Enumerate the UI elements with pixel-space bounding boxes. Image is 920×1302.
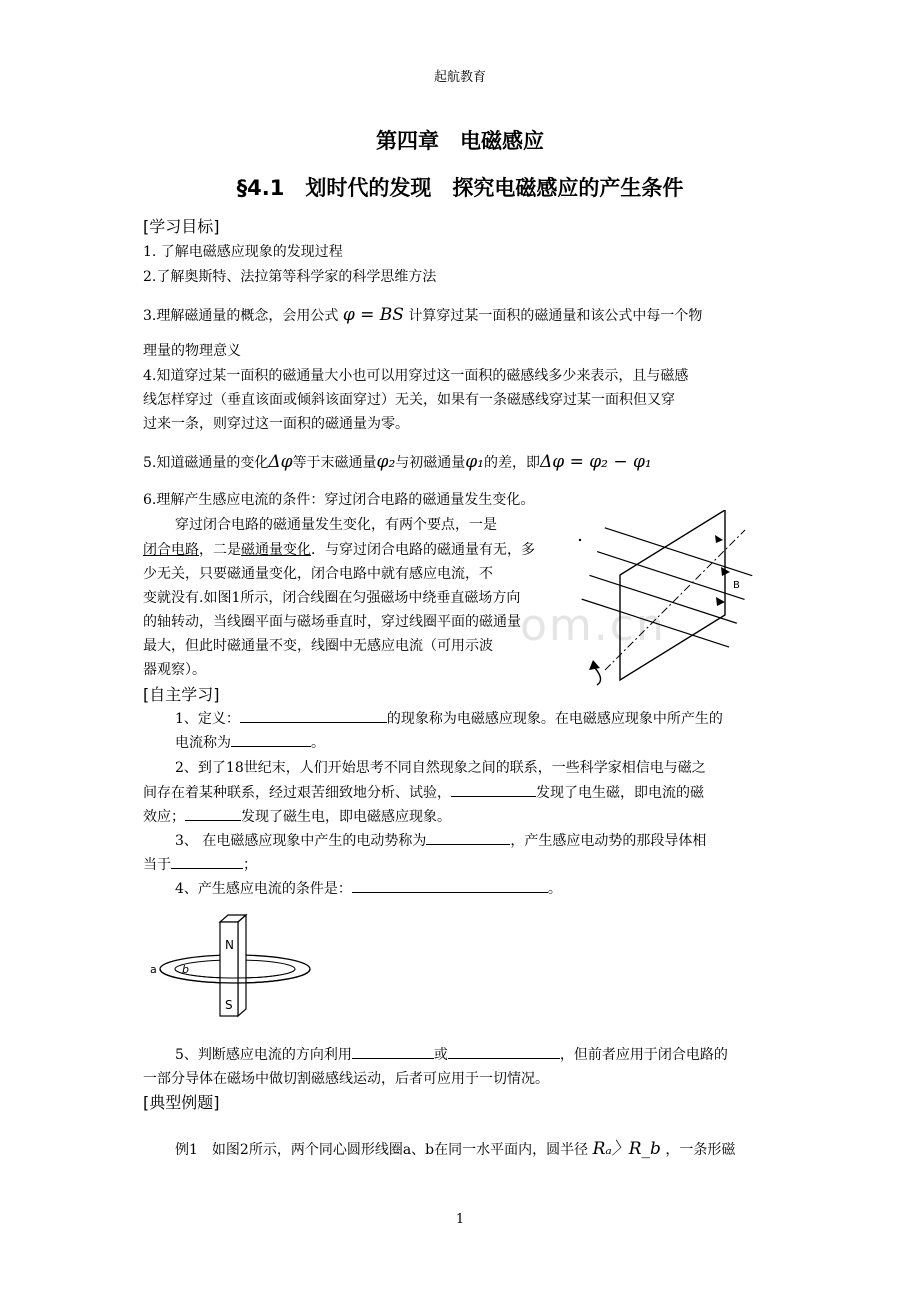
page-header: 起航教育 xyxy=(433,70,486,85)
objective-3 xyxy=(143,305,702,325)
explain-line-4: 变就没有.如图1所示，闭合线圈在匀强磁场中绕垂直磁场方向 xyxy=(143,590,521,606)
objective-3-text-b: 计算穿过某一面积的磁通量和该公式中每一个物 xyxy=(408,308,703,324)
section-title: §4.1 划时代的发现 探究电磁感应的产生条件 xyxy=(236,176,684,200)
question-2-line-3: 效应； 发现了磁生电，即电磁感应现象。 xyxy=(143,806,451,826)
formula-phi-bs: φ = BS xyxy=(342,305,404,325)
objective-3-cont: 理量的物理意义 xyxy=(143,343,241,359)
objective-4-line-1: 4.知道穿过某一面积的磁通量大小也可以用穿过这一面积的磁感线多少来表示，且与磁感 xyxy=(143,368,689,384)
question-1: 1、定义： 的现象称为电磁感应现象。在电磁感应现象中所产生的 xyxy=(175,708,723,728)
objective-1: 1. 了解电磁感应现象的发现过程 xyxy=(143,244,343,260)
blank-3b[interactable] xyxy=(171,854,243,869)
pole-s-label: S xyxy=(225,998,233,1012)
objective-4-line-2: 线怎样穿过（垂直该面或倾斜该面穿过）无关，如果有一条磁感线穿过某一面积但又穿 xyxy=(143,392,675,408)
blank-2b[interactable] xyxy=(185,806,241,821)
objective-5: 5.知道磁通量的变化Δφ等于末磁通量φ₂与初磁通量φ₁的差，即Δφ = φ₂ − φ₁ xyxy=(143,452,652,472)
objective-2: 2.了解奥斯特、法拉第等科学家的科学思维方法 xyxy=(143,269,437,285)
self-study-heading: [自主学习] xyxy=(143,685,220,704)
objective-6: 6.理解产生感应电流的条件：穿过闭合电路的磁通量发生变化。 xyxy=(143,492,535,508)
field-label-b: B xyxy=(733,580,740,591)
watermark: om.cn xyxy=(520,600,666,651)
page-number: 1 xyxy=(455,1212,465,1227)
objectives-heading: [学习目标] xyxy=(143,217,220,236)
blank-3a[interactable] xyxy=(426,830,510,845)
explain-line-5: 的轴转动，当线圈平面与磁场垂直时，穿过线圈平面的磁通量 xyxy=(143,614,521,630)
formula-ra-rb: Rₐ〉R_b xyxy=(592,1139,661,1159)
example-1: 例1 如图2所示，两个同心圆形线圈a、b在同一水平面内，圆半径 Rₐ〉R_b ，一条形磁 xyxy=(175,1139,736,1159)
blank-2a[interactable] xyxy=(451,782,536,797)
blank-1a[interactable] xyxy=(240,708,387,723)
blank-5b[interactable] xyxy=(448,1044,560,1059)
explain-line-6: 最大，但此时磁通量不变，线圈中无感应电流（可用示波 xyxy=(143,638,493,654)
question-5: 5、判断感应电流的方向利用 或 ，但前者应用于闭合电路的 xyxy=(175,1044,728,1064)
blank-5a[interactable] xyxy=(352,1044,434,1059)
figure-2-magnet-rings xyxy=(150,912,320,1027)
formula-delta-phi: Δφ xyxy=(268,452,293,472)
formula-phi2: φ₂ xyxy=(376,452,396,472)
examples-heading: [典型例题] xyxy=(143,1093,220,1112)
blank-1b[interactable] xyxy=(231,732,311,747)
question-3: 3、 在电磁感应现象中产生的电动势称为 ，产生感应电动势的那段导体相 xyxy=(175,830,706,850)
explain-line-7: 器观察）。 xyxy=(143,662,206,678)
explain-line-2: 闭合电路，二是磁通量变化．与穿过闭合电路的磁通量有无，多 xyxy=(143,542,535,558)
flux-change-term: 磁通量变化 xyxy=(241,542,311,558)
pole-n-label: N xyxy=(225,938,234,952)
ring-a-label: a xyxy=(150,963,157,976)
question-2-line-2: 间存在着某种联系，经过艰苦细致地分析、试验， 发现了电生磁，即电流的磁 xyxy=(143,782,704,802)
question-5-cont: 一部分导体在磁场中做切割磁感线运动，后者可应用于一切情况。 xyxy=(143,1071,549,1087)
question-3-cont: 当于 ； xyxy=(143,854,257,874)
explain-line-1: 穿过闭合电路的磁通量发生变化，有两个要点，一是 xyxy=(175,517,497,533)
formula-phi1: φ₁ xyxy=(465,452,484,472)
chapter-title: 第四章 电磁感应 xyxy=(376,129,544,153)
blank-4[interactable] xyxy=(352,878,548,893)
figure-1-coil-in-field xyxy=(575,510,765,690)
question-1-cont: 电流称为 。 xyxy=(175,732,325,752)
objective-4-line-3: 过来一条，则穿过这一面积的磁通量为零。 xyxy=(143,416,409,432)
explain-line-3: 少无关，只要磁通量变化，闭合电路中就有感应电流，不 xyxy=(143,566,493,582)
formula-delta-phi-diff: Δφ = φ₂ − φ₁ xyxy=(539,452,652,472)
closed-circuit-term: 闭合电路 xyxy=(143,542,199,558)
ring-b-label: b xyxy=(182,963,189,976)
objective-3-text-a: 3.理解磁通量的概念，会用公式 xyxy=(143,308,339,324)
question-4: 4、产生感应电流的条件是： 。 xyxy=(175,878,562,898)
question-2-line-1: 2、到了18世纪末，人们开始思考不同自然现象之间的联系，一些科学家相信电与磁之 xyxy=(175,760,706,776)
